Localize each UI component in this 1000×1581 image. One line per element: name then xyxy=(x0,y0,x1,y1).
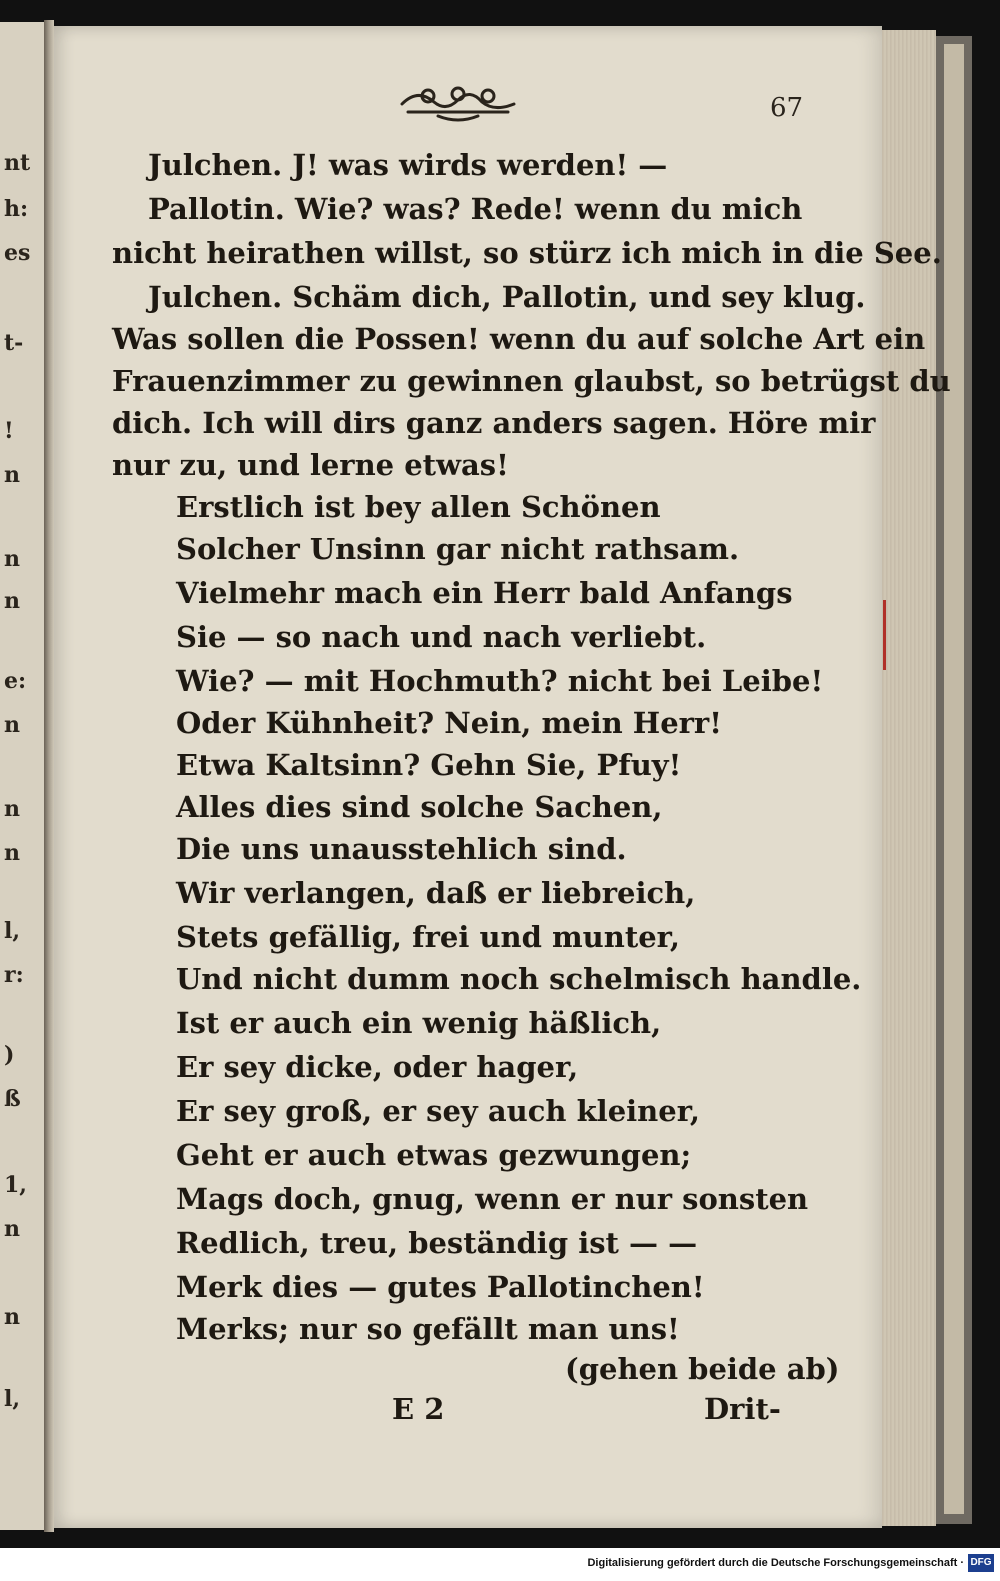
left-fragment: ) xyxy=(4,1042,15,1068)
text-line: dich. Ich will dirs ganz anders sagen. Höre mir xyxy=(112,406,876,440)
verse-line: Er sey dicke, oder hager, xyxy=(176,1050,579,1084)
verse-line: Mags doch, gnug, wenn er nur sonsten xyxy=(176,1182,809,1216)
verse-line: Solcher Unsinn gar nicht rathsam. xyxy=(176,532,740,566)
left-fragment: r: xyxy=(4,962,24,988)
text-line: nicht heirathen willst, so stürz ich mich in die See. xyxy=(112,236,942,270)
verse-line: Sie — so nach und nach verliebt. xyxy=(176,620,707,654)
verse-line: Alles dies sind solche Sachen, xyxy=(176,790,663,824)
left-fragment: 1, xyxy=(4,1172,27,1198)
left-fragment: n xyxy=(4,712,20,738)
footer-bar xyxy=(0,1548,1000,1581)
left-fragment: n xyxy=(4,588,20,614)
verse-line: Wie? — mit Hochmuth? nicht bei Leibe! xyxy=(176,664,824,698)
verse-line: Redlich, treu, beständig ist — — xyxy=(176,1226,698,1260)
left-fragment: h: xyxy=(4,196,29,222)
verse-line: Stets gefällig, frei und munter, xyxy=(176,920,680,954)
left-fragment: t- xyxy=(4,330,24,356)
stage-direction: (gehen beide ab) xyxy=(565,1352,840,1386)
left-fragment: n xyxy=(4,796,20,822)
verse-line: Etwa Kaltsinn? Gehn Sie, Pfuy! xyxy=(176,748,682,782)
verse-line: Erstlich ist bey allen Schönen xyxy=(176,490,661,524)
verse-line: Und nicht dumm noch schelmisch handle. xyxy=(176,962,862,996)
text-line: Pallotin. Wie? was? Rede! wenn du mich xyxy=(148,192,803,226)
left-fragment: nt xyxy=(4,150,31,176)
left-fragment: n xyxy=(4,840,20,866)
text-line: Julchen. J! was wirds werden! — xyxy=(148,148,668,182)
footer-credit: Digitalisierung gefördert durch die Deutsche Forschungsgemeinschaft · xyxy=(587,1557,964,1569)
catchword: Drit- xyxy=(704,1392,781,1426)
left-fragment: ! xyxy=(4,418,14,444)
verse-line: Ist er auch ein wenig häßlich, xyxy=(176,1006,662,1040)
signature-mark: E 2 xyxy=(392,1392,445,1426)
verse-line: Wir verlangen, daß er liebreich, xyxy=(176,876,696,910)
verse-line: Merks; nur so gefällt man uns! xyxy=(176,1312,680,1346)
verse-line: Vielmehr mach ein Herr bald Anfangs xyxy=(176,576,793,610)
verse-line: Merk dies — gutes Pallotinchen! xyxy=(176,1270,705,1304)
text-line: Frauenzimmer zu gewinnen glaubst, so betrügst du xyxy=(112,364,951,398)
left-fragment: n xyxy=(4,462,20,488)
text-line: Was sollen die Possen! wenn du auf solche Art ein xyxy=(112,322,926,356)
text-line: nur zu, und lerne etwas! xyxy=(112,448,509,482)
verse-line: Geht er auch etwas gezwungen; xyxy=(176,1138,692,1172)
left-fragment: es xyxy=(4,240,31,266)
dfg-logo: DFG xyxy=(968,1554,994,1572)
page-number: 67 xyxy=(770,93,804,123)
left-fragment: e: xyxy=(4,668,27,694)
verse-line: Die uns unausstehlich sind. xyxy=(176,832,627,866)
verse-line: Oder Kühnheit? Nein, mein Herr! xyxy=(176,706,722,740)
left-fragment: l, xyxy=(4,1386,21,1412)
left-fragment: n xyxy=(4,1304,20,1330)
verse-line: Er sey groß, er sey auch kleiner, xyxy=(176,1094,700,1128)
left-fragment: n xyxy=(4,1216,20,1242)
text-line: Julchen. Schäm dich, Pallotin, und sey klug. xyxy=(148,280,866,314)
left-fragment: n xyxy=(4,546,20,572)
left-fragment: l, xyxy=(4,918,21,944)
left-fragment: ß xyxy=(4,1086,21,1112)
